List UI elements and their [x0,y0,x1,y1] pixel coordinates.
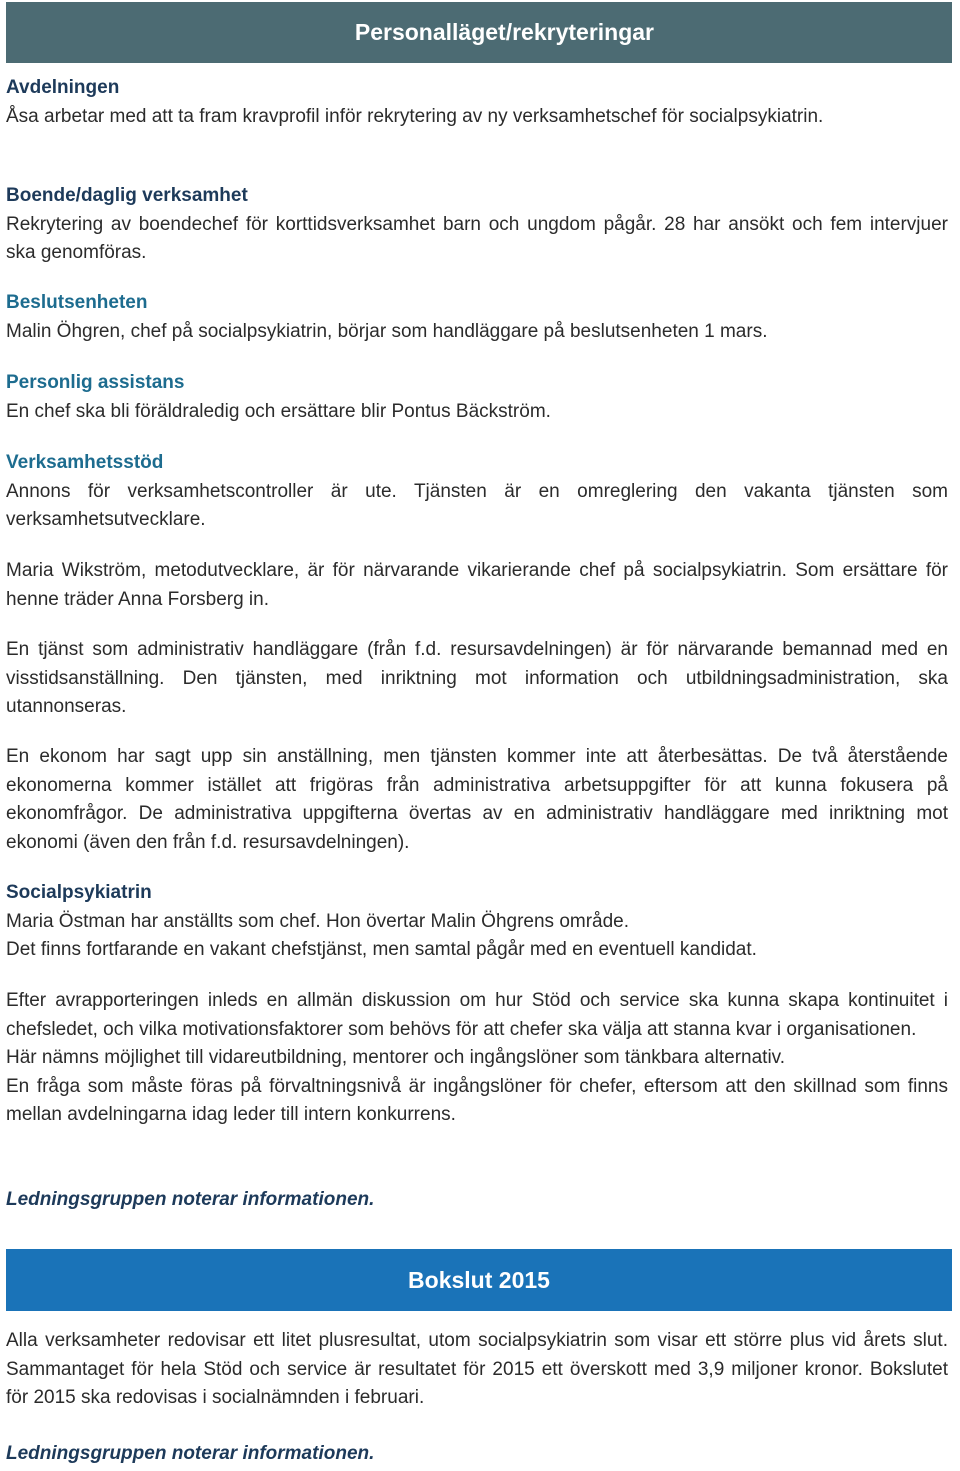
socpsyk-paragraph-2: En fråga som måste föras på förvaltningsnivå är ingångslöner för chefer, eftersom att den skillnad som finns mellan avdelningarna idag leder till intern konkurrens. [6,1075,948,1125]
avdelningen-text: Åsa arbetar med att ta fram kravprofil inför rekrytering av ny verksamhetschef för socialpsykiatrin. [6,105,824,127]
boende-section [6,182,948,268]
beslut-section [6,289,948,346]
stod-section [6,449,948,535]
bokslut-decision-note: Ledningsgruppen noterar informationen. [6,1443,375,1464]
bokslut-title-bar [6,1249,952,1311]
note-2-block [6,1440,948,1469]
bokslut-text: Alla verksamheter redovisar ett litet plusresultat, utom socialpsykiatrin som visar ett större plus vid årets slut. Sammantaget för hela Stöd och service är resultatet för 2015 ett överskott med 3,9 miljoner kronor. Bokslutet för 2015 ska redovisas i socialnämnden i februari. [6,1330,948,1408]
stod-paragraph-3-block [6,636,948,722]
stod-heading: Verksamhetsstöd [6,452,164,473]
avdelningen-section [6,74,948,131]
stod-paragraph-4-block [6,743,948,857]
bokslut-section [6,1327,948,1413]
socpsyk-section [6,879,948,965]
socpsyk-line-2: Det finns fortfarande en vakant chefstjänst, men samtal pågår med en eventuell kandidat. [6,939,757,960]
boende-text: Rekrytering av boendechef för korttidsverksamhet barn och ungdom pågår. 28 har ansökt och fem intervjuer ska genomföras. [6,213,948,263]
stod-paragraph-2: Maria Wikström, metodutvecklare, är för närvarande vikarierande chef på socialpsykiatrin. Som ersättare för henne träder Anna Forsberg in. [6,560,948,610]
socpsyk-heading: Socialpsykiatrin [6,882,152,903]
stod-paragraph-1: Annons för verksamhetscontroller är ute. Tjänsten är en omreglering den vakanta tjänsten som verksamhetsutvecklare. [6,480,948,530]
assistans-heading: Personlig assistans [6,372,185,393]
assistans-text: En chef ska bli föräldraledig och ersättare blir Pontus Bäckström. [6,400,551,422]
note-1-block [6,1186,948,1215]
stod-paragraph-4: En ekonom har sagt upp sin anställning, men tjänsten kommer inte att återbesättas. De två återstående ekonomerna kommer istället att frigöras från administrativa arbetsuppgifter för att kunna fokusera på ekonomfrågor. De administrativa uppgifterna övertas av en administrativ handläggare med inriktning mot ekonomi (även den från f.d. resursavdelningen). [6,746,948,853]
section-title: Personalläget/rekryteringar [354,19,654,46]
stod-paragraph-3: En tjänst som administrativ handläggare (från f.d. resursavdelningen) är för närvarande bemannad med en visstidsanställning. Den tjänsten, med inriktning mot information och utbildningsadministration, ska utannonseras. [6,639,948,717]
stod-paragraph-2-block [6,557,948,614]
assistans-section [6,369,948,426]
beslut-text: Malin Öhgren, chef på socialpsykiatrin, börjar som handläggare på beslutsenheten 1 mars. [6,320,768,342]
socpsyk-paragraph-1: Efter avrapporteringen inleds en allmän diskussion om hur Stöd och service ska kunna skapa kontinuitet i chefsledet, och vilka motivationsfaktorer som behövs för att chefer ska välja att stanna kvar i organisationen. [6,990,948,1040]
socpsyk-line-1: Maria Östman har anställts som chef. Hon övertar Malin Öhgrens område. [6,910,630,932]
beslut-heading: Beslutsenheten [6,292,148,313]
section-title-bar [6,2,952,63]
socpsyk-line-3: Här nämns möjlighet till vidareutbildning, mentorer och ingångslöner som tänkbara alternativ. [6,1047,786,1068]
bokslut-title: Bokslut 2015 [408,1266,550,1293]
avdelningen-heading: Avdelningen [6,77,120,98]
boende-heading: Boende/daglig verksamhet [6,185,248,206]
decision-note: Ledningsgruppen noterar informationen. [6,1189,375,1210]
socpsyk-discussion [6,987,948,1130]
